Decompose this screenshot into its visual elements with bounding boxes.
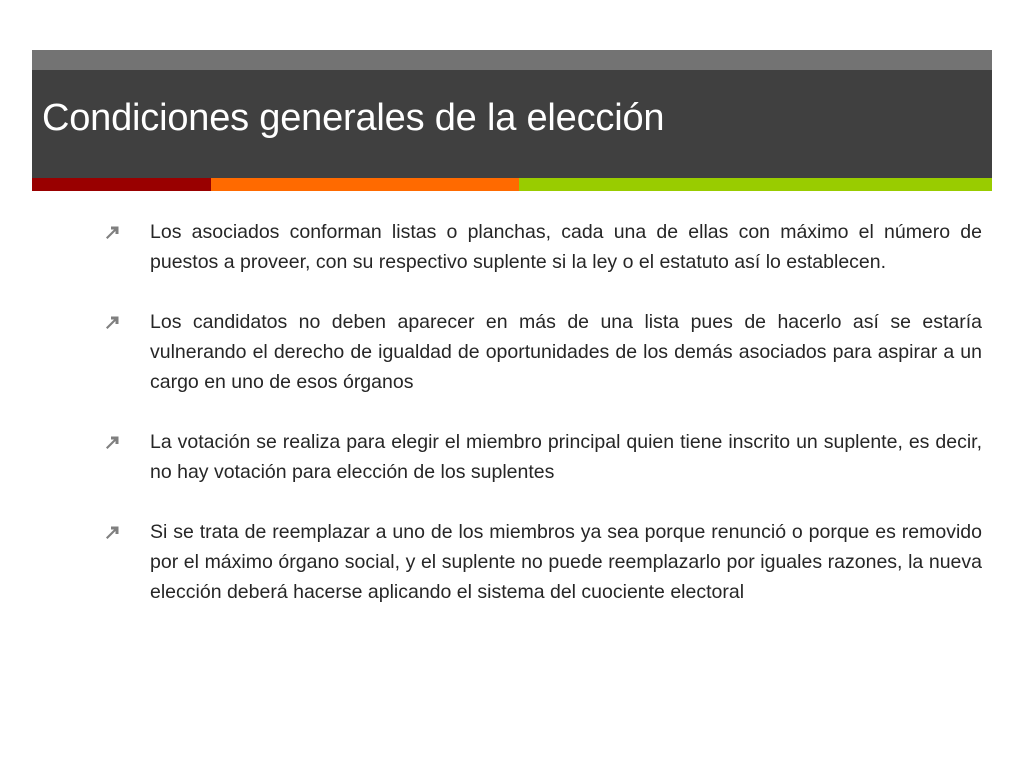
title-bar: [32, 50, 992, 178]
bullet-text: Los candidatos no deben aparecer en más de una lista pues de hacerlo así se estaría vulnerando el derecho de igualdad de oportunidades de los demás asociados para aspirar a un cargo en uno de esos órganos: [150, 311, 982, 393]
accent-segment-green: [519, 178, 992, 191]
diagonal-arrow-icon: [104, 217, 150, 247]
accent-strip: [32, 178, 992, 191]
accent-segment-red: [32, 178, 211, 191]
diagonal-arrow-icon: [104, 427, 150, 457]
bullet-text: La votación se realiza para elegir el miembro principal quien tiene inscrito un suplente, es decir, no hay votación para elección de los suplentes: [150, 431, 982, 483]
bullet-item: [104, 307, 982, 397]
title-bar-top-stripe: [32, 50, 992, 70]
bullet-item: [104, 517, 982, 607]
bullet-list: [104, 217, 982, 637]
bullet-item: [104, 427, 982, 487]
diagonal-arrow-icon: [104, 307, 150, 337]
bullet-item: [104, 217, 982, 277]
diagonal-arrow-icon: [104, 517, 150, 547]
slide-title: Condiciones generales de la elección: [42, 97, 665, 139]
bullet-text: Si se trata de reemplazar a uno de los miembros ya sea porque renunció o porque es removido por el máximo órgano social, y el suplente no puede reemplazarlo por iguales razones, la nueva elección deberá hacerse aplicando el sistema del cuociente electoral: [150, 521, 982, 603]
accent-segment-orange: [211, 178, 519, 191]
bullet-text: Los asociados conforman listas o planchas, cada una de ellas con máximo el número de puestos a proveer, con su respectivo suplente si la ley o el estatuto así lo establecen.: [150, 221, 982, 273]
